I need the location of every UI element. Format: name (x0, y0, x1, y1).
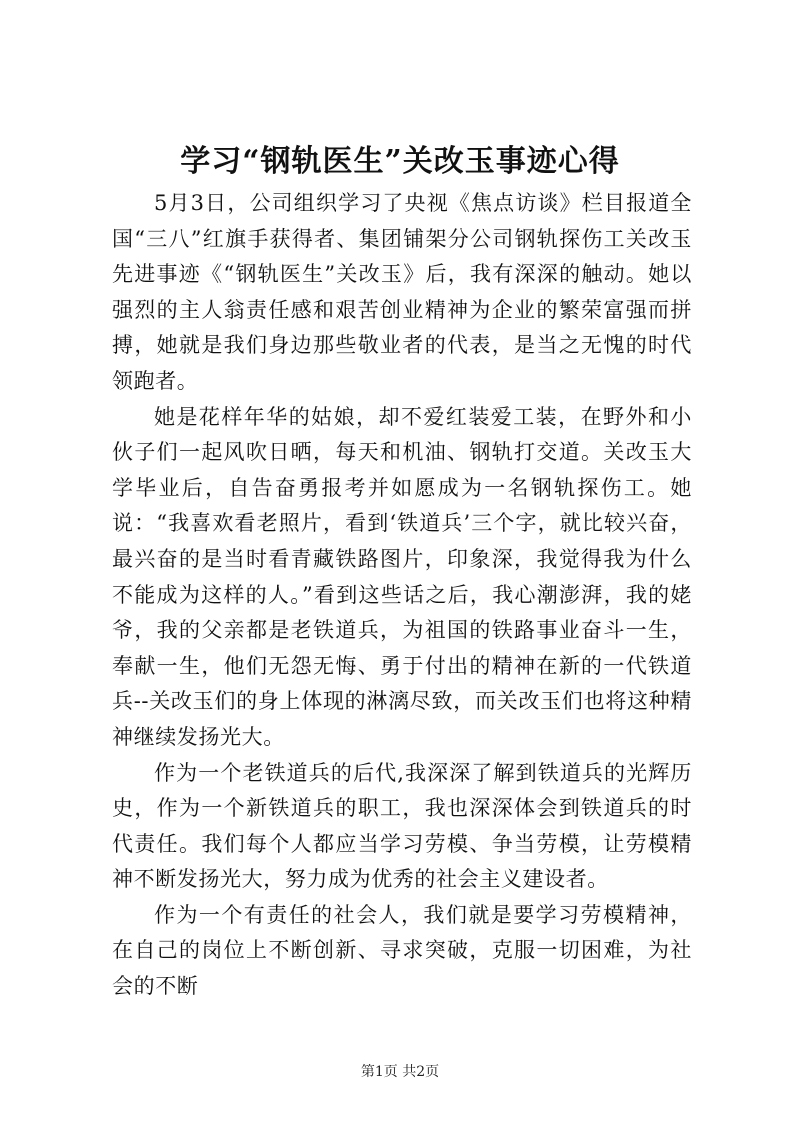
paragraph-4: 作为一个有责任的社会人，我们就是要学习劳模精神，在自己的岗位上不断创新、寻求突破，克服一切困难，为社会的不断 (112, 902, 692, 999)
page-title: 学习“钢轨医生”关改玉事迹心得 (180, 144, 620, 179)
paragraph-3: 作为一个老铁道兵的后代,我深深了解到铁道兵的光辉历史，作为一个新铁道兵的职工，我也深深体会到铁道兵的时代责任。我们每个人都应当学习劳模、争当劳模，让劳模精神不断发扬光大，努力成为优秀的社会主义建设者。 (112, 760, 692, 892)
paragraph-2: 她是花样年华的姑娘，却不爱红装爱工装，在野外和小伙子们一起风吹日晒，每天和机油、钢轨打交道。关改玉大学毕业后，自告奋勇报考并如愿成为一名钢轨探伤工。她说：“我喜欢看老照片，看到‘铁道兵’三个字，就比较兴奋，最兴奋的是当时看青藏铁路图片，印象深，我觉得我为什么不能成为这样的人。”看到这些话之后，我心潮澎湃，我的姥爷，我的父亲都是老铁道兵，为祖国的铁路事业奋斗一生，奉献一生，他们无怨无悔、勇于付出的精神在新的一代铁道兵--关改玉们的身上体现的淋漓尽致，而关改玉们也将这种精神继续发扬光大。 (112, 404, 692, 749)
page-footer: 第1页 共2页 (360, 1064, 440, 1080)
document-body (112, 186, 692, 1005)
paragraph-1: 5月3日，公司组织学习了央视《焦点访谈》栏目报道全国“三八”红旗手获得者、集团铺架分公司钢轨探伤工关改玉先进事迹《“钢轨医生”关改玉》后，我有深深的触动。她以强烈的主人翁责任感和艰苦创业精神为企业的繁荣富强而拼搏，她就是我们身边那些敬业者的代表，是当之无愧的时代领跑者。 (112, 191, 692, 393)
